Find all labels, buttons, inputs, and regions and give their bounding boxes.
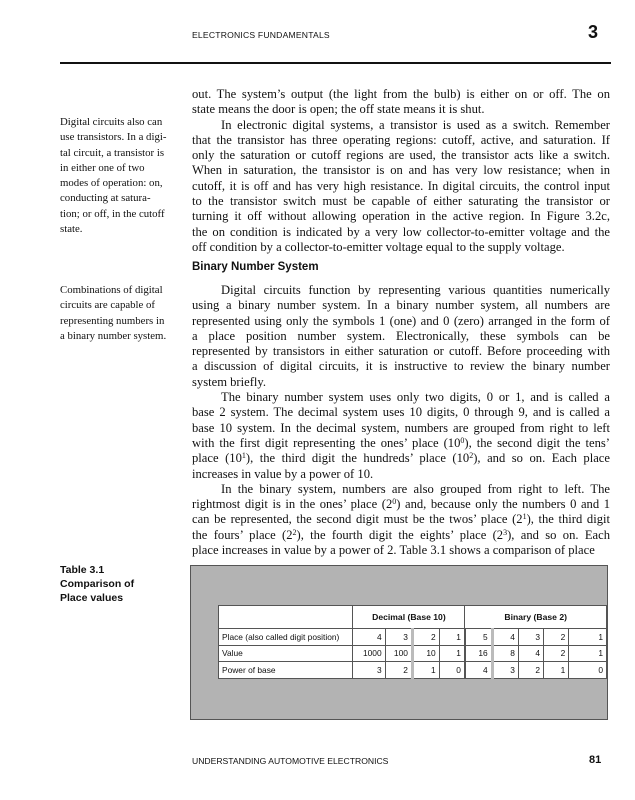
binary-cell: 4 — [518, 645, 543, 662]
table-header-binary: Binary (Base 2) — [465, 606, 607, 629]
text-run: the fours’ place (2 — [192, 527, 293, 542]
decimal-cell: 1 — [412, 662, 439, 679]
text-run: ), and so on. Each — [507, 527, 610, 542]
binary-cell: 16 — [465, 645, 492, 662]
superscript: 2 — [292, 527, 297, 537]
section-heading: Binary Number System — [192, 261, 319, 273]
body-text-line: off condition by a collector-to-emitter voltage equal to the supply voltage. — [192, 239, 565, 254]
text-run: place (10 — [192, 451, 242, 466]
body-text-line: the on condition is indicated by a very low collector-to-emitter voltage and the — [192, 224, 610, 239]
text-run: ), the third digit the hundreds’ place (10 — [245, 451, 470, 466]
body-text-line: system briefly. — [192, 374, 267, 389]
margin-note-line: use transistors. In a digi- — [60, 131, 167, 144]
text-run: ), the third digit — [526, 512, 610, 527]
body-text-line: represented using only the symbols 1 (one) and 0 (zero) arranged in the form of — [192, 313, 610, 328]
body-text-line: In the binary system, numbers are also grouped from right to left. The — [221, 481, 610, 496]
decimal-cell: 1 — [439, 629, 465, 646]
text-run: ), the second digit the tens’ — [464, 435, 610, 450]
binary-cell: 4 — [465, 662, 492, 679]
margin-note-line: in either one of two — [60, 161, 145, 174]
margin-note-line: circuits are capable of — [60, 299, 156, 312]
body-text-line: base 10 system. In the decimal system, numbers are grouped from right to left — [192, 420, 610, 435]
binary-cell: 1 — [569, 629, 607, 646]
body-text-transistor-switch — [192, 87, 610, 255]
decimal-cell: 2 — [412, 629, 439, 646]
body-text-line: Digital circuits function by representing various quantities numerically — [221, 283, 610, 297]
body-text-line: state means the door is open; the off state means it is shut. — [192, 102, 485, 117]
decimal-cell: 4 — [353, 629, 385, 646]
margin-note-line: state. — [60, 223, 83, 236]
margin-note-line: Digital circuits also can — [60, 116, 163, 128]
body-text-line: base 2 system. The decimal system uses 10 digits, 0 through 9, and is called a — [192, 405, 610, 420]
decimal-cell: 3 — [353, 662, 385, 679]
body-text-line — [192, 512, 610, 527]
binary-cell: 0 — [569, 662, 607, 679]
table-caption-line: Table 3.1 — [60, 564, 105, 576]
binary-cell: 5 — [465, 629, 492, 646]
text-run: rightmost digit is in the ones’ place (2 — [192, 497, 393, 512]
table-header-decimal: Decimal (Base 10) — [353, 606, 465, 629]
page-number: 81 — [589, 754, 602, 766]
table-row — [219, 629, 607, 646]
table-caption — [60, 563, 134, 605]
decimal-cell: 10 — [412, 645, 439, 662]
table-panel — [190, 565, 608, 720]
binary-cell: 2 — [544, 645, 569, 662]
superscript: 0 — [460, 435, 465, 445]
header-rule — [60, 62, 611, 64]
body-text-line: that the transistor has three operating regions: cutoff, active, and saturation. If — [192, 132, 610, 147]
binary-cell: 1 — [544, 662, 569, 679]
body-text-line: When in saturation, the transistor is on and has very low resistance; when in — [192, 163, 610, 178]
text-run: ) and, because only the numbers 0 and 1 — [396, 497, 610, 512]
table-header-empty — [219, 606, 353, 629]
body-text-line: a discussion of digital circuits, it is instructive to review the binary number — [192, 359, 610, 374]
table-row — [219, 662, 607, 679]
binary-cell: 4 — [492, 629, 518, 646]
superscript: 1 — [522, 512, 527, 522]
row-label: Value — [219, 645, 353, 662]
row-label: Place (also called digit position) — [219, 629, 353, 646]
superscript: 1 — [241, 451, 246, 461]
body-text-line: out. The system’s output (the light from the bulb) is either on or off. The on — [192, 87, 610, 101]
body-text-line: increases in value by a power of 10. — [192, 466, 374, 481]
chapter-number: 3 — [588, 22, 599, 42]
body-text-line: only the saturation or cutoff regions are used, the transistor acts like a switch. — [192, 148, 610, 163]
body-text-line — [192, 451, 610, 466]
body-text-line: In electronic digital systems, a transistor is used as a switch. Remember — [221, 117, 610, 132]
decimal-cell: 0 — [439, 662, 465, 679]
binary-cell: 2 — [544, 629, 569, 646]
text-run: with the first digit representing the ones’ place (10 — [192, 435, 461, 450]
margin-note-digital-circuits — [60, 115, 185, 237]
binary-cell: 2 — [518, 662, 543, 679]
body-text-line — [192, 497, 610, 512]
running-header-title: ELECTRONICS FUNDAMENTALS — [192, 30, 330, 40]
decimal-cell: 100 — [385, 645, 412, 662]
table-header-row — [219, 606, 607, 629]
superscript: 0 — [392, 497, 397, 507]
binary-cell: 8 — [492, 645, 518, 662]
superscript: 2 — [469, 451, 474, 461]
table-caption-line: Comparison of — [60, 578, 135, 590]
body-text-line: The binary number system uses only two digits, 0 or 1, and is called a — [221, 390, 610, 405]
margin-note-line: modes of operation: on, — [60, 177, 163, 190]
body-text-line: turning it off without allowing operation in the active region. In Figure 3.2c, — [192, 209, 610, 224]
table-caption-line: Place values — [60, 592, 124, 604]
body-text-binary-system — [192, 283, 610, 558]
decimal-cell: 3 — [385, 629, 412, 646]
decimal-cell: 1 — [439, 645, 465, 662]
body-text-line: cutoff, it is off and has very high resistance. In digital circuits, the control input — [192, 178, 610, 193]
body-text-line — [192, 436, 610, 451]
text-run: ), the fourth digit the eights’ place (2 — [296, 527, 504, 542]
binary-cell: 3 — [518, 629, 543, 646]
table-row — [219, 645, 607, 662]
margin-note-line: a binary number system. — [60, 329, 167, 342]
body-text-line: a place position number system. Electronically, these symbols can be — [192, 328, 610, 343]
margin-note-line: conducting at satura- — [60, 192, 151, 205]
text-run: ), and so on. Each place — [473, 451, 610, 466]
margin-note-line: tal circuit, a transistor is — [60, 146, 165, 159]
margin-note-line: Combinations of digital — [60, 284, 163, 296]
body-text-line — [192, 528, 610, 543]
place-values-table — [218, 605, 607, 679]
binary-cell: 3 — [492, 662, 518, 679]
margin-note-binary-numbers — [60, 283, 185, 344]
body-text-line: place increases in value by a power of 2. Table 3.1 shows a comparison of place — [192, 543, 595, 558]
text-run: can be represented, the second digit must be the twos’ place (2 — [192, 512, 523, 527]
decimal-cell: 1000 — [353, 645, 385, 662]
margin-note-line: tion; or off, in the cutoff — [60, 207, 165, 220]
margin-note-line: representing numbers in — [60, 314, 165, 327]
body-text-line: represented by transistors in either saturation or cutoff. Before proceeding with — [192, 344, 610, 359]
superscript: 3 — [503, 527, 508, 537]
decimal-cell: 2 — [385, 662, 412, 679]
row-label: Power of base — [219, 662, 353, 679]
body-text-line: using a binary number system. In a binary number system, all numbers are — [192, 298, 610, 313]
running-footer-title: UNDERSTANDING AUTOMOTIVE ELECTRONICS — [192, 756, 389, 766]
binary-cell: 1 — [569, 645, 607, 662]
body-text-line: to the transistor switch must be capable of either saturating the transistor or — [192, 194, 610, 209]
